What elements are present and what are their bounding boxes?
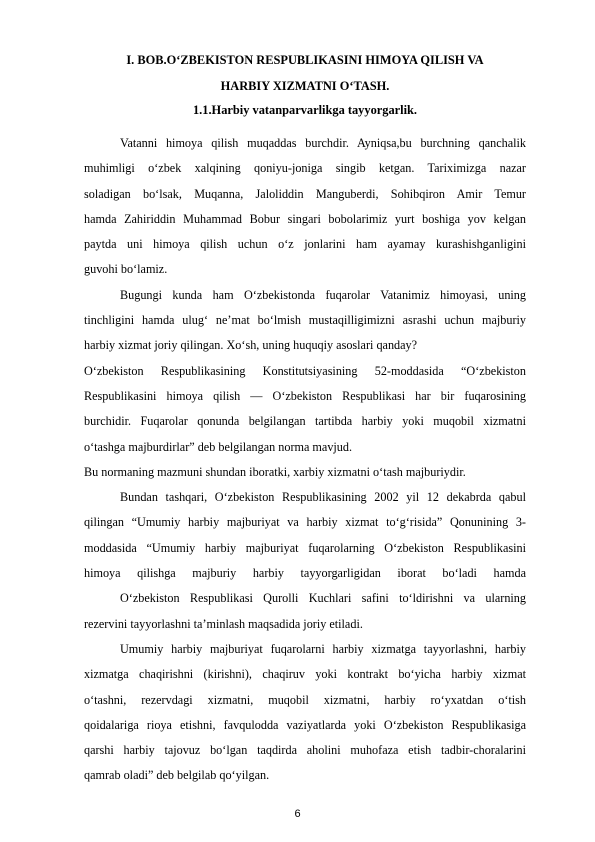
text-line: Respublikasini himoya qilish — O‘zbekiston Respublikasi har bir fuqarosining: [84, 388, 526, 403]
chapter-title-line-2: HARBIY XIZMATNI O‘TASH.: [220, 79, 390, 93]
text-line: O‘zbekiston Respublikasining Konstitutsiyasining 52-moddasida “O‘zbekiston: [84, 363, 526, 378]
chapter-title-line-1: I. BOB.O‘ZBEKISTON RESPUBLIKASINI HIMOYA QILISH VA: [126, 53, 484, 67]
text-line: soladigan bo‘lsak, Muqanna, Jaloliddin Manguberdi, Sohibqiron Amir Temur: [84, 186, 526, 201]
text-line: hamda Zahiriddin Muhammad Bobur singari bobolarimiz yurt boshiga yov kelgan: [84, 211, 526, 226]
text-line: qarshi harbiy tajovuz bo‘lgan taqdirda aholini muhofaza etish tadbir-choralarini: [84, 743, 526, 758]
page-number: 6: [294, 808, 301, 820]
text-line: qilingan “Umumiy harbiy majburiyat va harbiy xizmat to‘g‘risida” Qonunining 3-: [84, 515, 526, 530]
text-line: harbiy xizmat joriy qilingan. Xo‘sh, uning huquqiy asoslari qanday?: [84, 338, 418, 353]
text-line: Bu normaning mazmuni shundan iboratki, xarbiy xizmatni o‘tash majburiydir.: [84, 464, 466, 479]
text-line: qamrab oladi” deb belgilab qo‘yilgan.: [84, 768, 270, 783]
text-line: burchidir. Fuqarolar qonunda belgilangan tartibda harbiy yoki muqobil xizmatni: [84, 414, 526, 429]
text-line: O‘zbekiston Respublikasi Qurolli Kuchlari safini to‘ldirishni va ularning: [120, 591, 526, 606]
text-line: paytda uni himoya qilish uchun o‘z jonlarini ham ayamay kurashishganligini: [84, 237, 526, 252]
text-line: o‘tashga majburdirlar” deb belgilangan norma mavjud.: [84, 439, 353, 454]
text-line: qoidalariga rioya etishni, favqulodda vaziyatlarda yoki O‘zbekiston Respublikasiga: [84, 717, 526, 732]
text-line: muhimligi o‘zbek xalqining qoniyu-joniga singib ketgan. Tariximizga nazar: [84, 161, 526, 176]
text-line: Bugungi kunda ham O‘zbekistonda fuqarolar Vatanimiz himoyasi, uning: [120, 287, 526, 302]
body-text: [84, 131, 526, 789]
text-line: xizmatga chaqirishni (kirishni), chaqiruv yoki kontrakt bo‘yicha harbiy xizmat: [84, 667, 526, 682]
text-line: Umumiy harbiy majburiyat fuqarolarni harbiy xizmatga tayyorlashni, harbiy: [120, 641, 526, 656]
text-line: tinchligini hamda ulug‘ ne’mat bo‘lmish mustaqilligimizni asrashi uchun majburiy: [84, 313, 526, 328]
text-line: moddasida “Umumiy harbiy majburiyat fuqarolarning O‘zbekiston Respublikasini: [84, 540, 526, 555]
text-line: Bundan tashqari, O‘zbekiston Respublikasining 2002 yil 12 dekabrda qabul: [120, 490, 526, 505]
text-line: rezervini tayyorlashni ta’minlash maqsadida joriy etiladi.: [84, 616, 363, 631]
text-line: Vatanni himoya qilish muqaddas burchdir. Ayniqsa,bu burchning qanchalik: [120, 136, 526, 150]
text-line: o‘tashni, rezervdagi xizmatni, muqobil xizmatni, harbiy ro‘yxatdan o‘tish: [84, 692, 526, 707]
text-line: guvohi bo‘lamiz.: [84, 262, 168, 277]
text-line: himoya qilishga majburiy harbiy tayyorgarligidan iborat bo‘ladi hamda: [84, 566, 526, 581]
section-subtitle: 1.1.Harbiy vatanparvarlikga tayyorgarlik.: [192, 103, 418, 117]
